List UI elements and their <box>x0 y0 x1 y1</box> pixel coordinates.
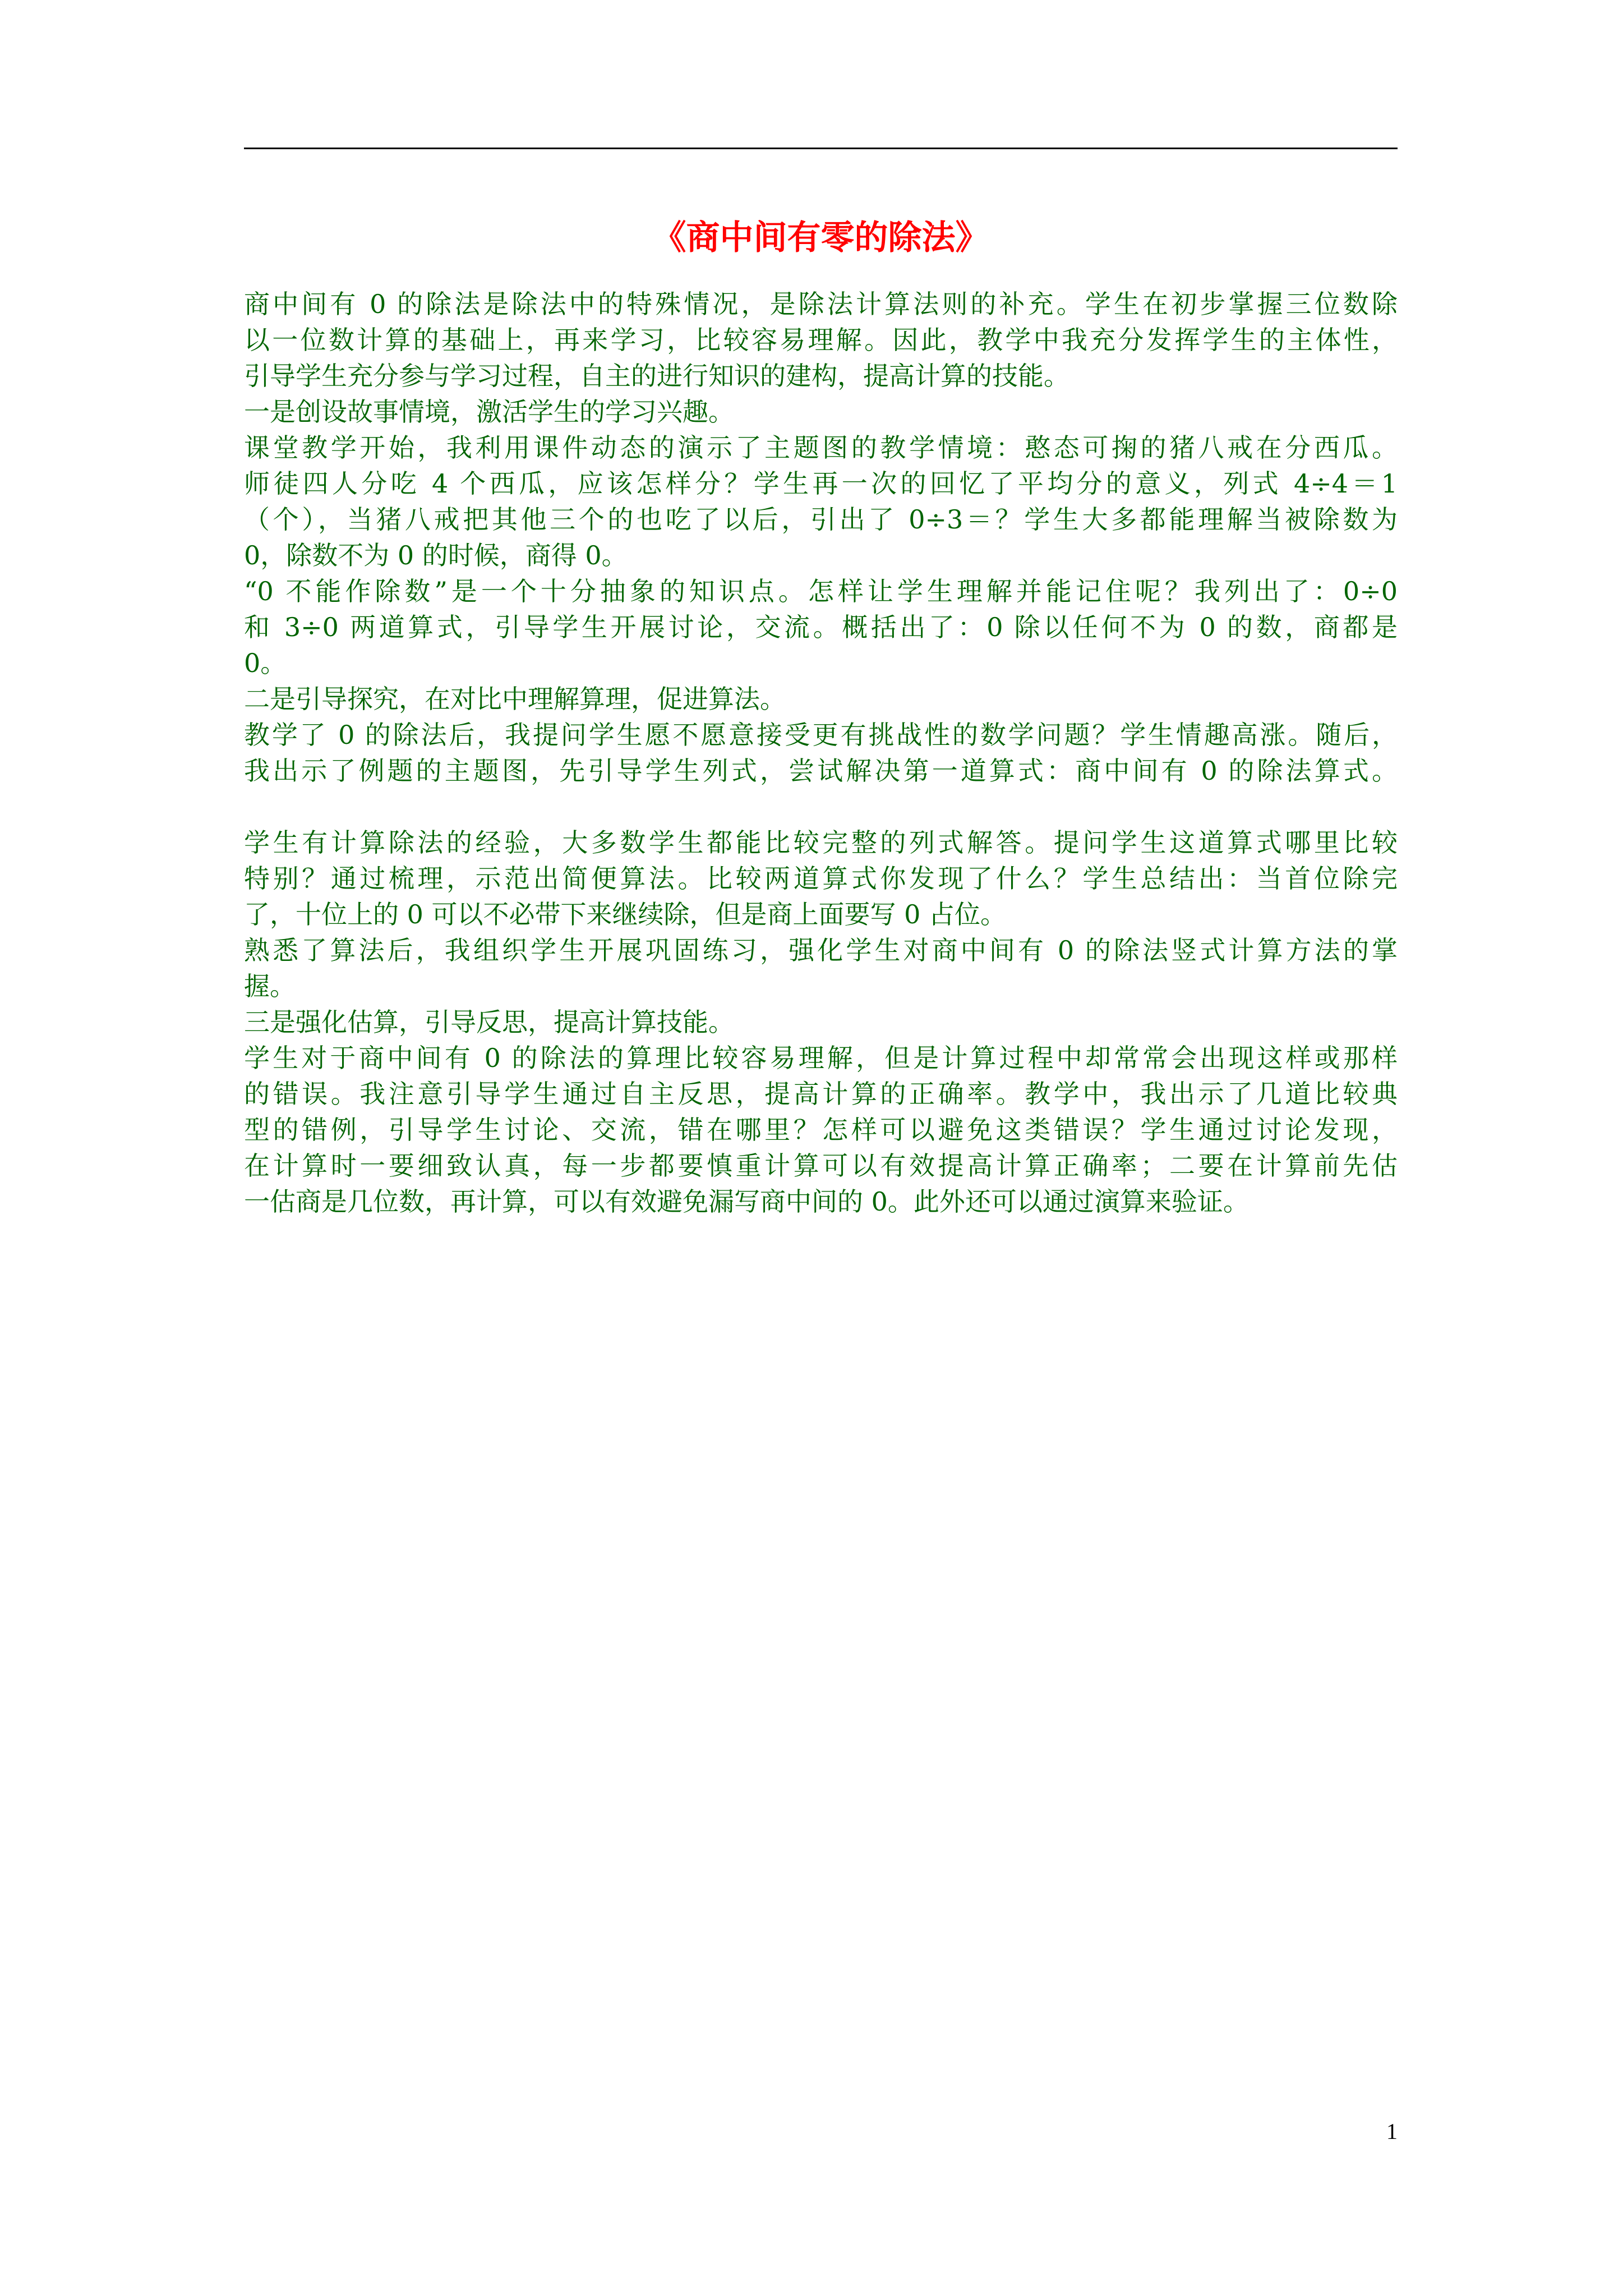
page-number: 1 <box>1386 2119 1398 2144</box>
body-line: 教学了 0 的除法后，我提问学生愿不愿意接受更有挑战性的数学问题？学生情趣高涨。随后， <box>244 720 1398 750</box>
body-line: 熟悉了算法后，我组织学生开展巩固练习，强化学生对商中间有 0 的除法竖式计算方法的掌 <box>244 935 1398 965</box>
blank-line <box>244 789 1398 825</box>
body-line: 一估商是几位数，再计算，可以有效避免漏写商中间的 0。此外还可以通过演算来验证。 <box>244 1186 1249 1217</box>
section-heading: 二是引导探究，在对比中理解算理，促进算法。 <box>244 684 786 714</box>
body-line: （个），当猪八戒把其他三个的也吃了以后，引出了 0÷3＝？学生大多都能理解当被除数为 <box>244 504 1398 535</box>
body-line: 特别？通过梳理，示范出简便算法。比较两道算式你发现了什么？学生总结出：当首位除完 <box>244 863 1398 894</box>
body-line: “0 不能作除数”是一个十分抽象的知识点。怎样让学生理解并能记住呢？我列出了：0÷0 <box>244 576 1398 606</box>
header-rule <box>244 148 1398 149</box>
body-line: 师徒四人分吃 4 个西瓜，应该怎样分？学生再一次的回忆了平均分的意义，列式 4÷4＝1 <box>244 468 1398 499</box>
body-line: 学生对于商中间有 0 的除法的算理比较容易理解，但是计算过程中却常常会出现这样或那样 <box>244 1043 1398 1073</box>
body-line: 0。 <box>244 648 287 678</box>
body-line: 握。 <box>244 971 296 1001</box>
body-line: 引导学生充分参与学习过程，自主的进行知识的建构，提高计算的技能。 <box>244 361 1069 391</box>
body-line: 了，十位上的 0 可以不必带下来继续除，但是商上面要写 0 占位。 <box>244 899 1007 930</box>
body-line: 学生有计算除法的经验，大多数学生都能比较完整的列式解答。提问学生这道算式哪里比较 <box>244 827 1398 858</box>
body-line: 0，除数不为 0 的时候，商得 0。 <box>244 540 628 570</box>
section-heading: 三是强化估算，引导反思，提高计算技能。 <box>244 1007 734 1037</box>
body-line: 型的错例，引导学生讨论、交流，错在哪里？怎样可以避免这类错误？学生通过讨论发现， <box>244 1115 1398 1145</box>
body-line: 的错误。我注意引导学生通过自主反思，提高计算的正确率。教学中，我出示了几道比较典 <box>244 1079 1398 1109</box>
body-line: 商中间有 0 的除法是除法中的特殊情况，是除法计算法则的补充。学生在初步掌握三位数除 <box>244 289 1398 319</box>
document-title: 《商中间有零的除法》 <box>652 218 989 257</box>
body-line: 在计算时一要细致认真，每一步都要慎重计算可以有效提高计算正确率；二要在计算前先估 <box>244 1151 1398 1181</box>
body-line: 课堂教学开始，我利用课件动态的演示了主题图的教学情境：憨态可掬的猪八戒在分西瓜。 <box>244 432 1398 463</box>
body-line: 我出示了例题的主题图，先引导学生列式，尝试解决第一道算式：商中间有 0 的除法算式。 <box>244 756 1398 786</box>
section-heading: 一是创设故事情境，激活学生的学习兴趣。 <box>244 397 734 427</box>
document-body <box>244 286 1398 1220</box>
body-line: 和 3÷0 两道算式，引导学生开展讨论，交流。概括出了：0 除以任何不为 0 的数，商都是 <box>244 612 1398 642</box>
body-line: 以一位数计算的基础上，再来学习，比较容易理解。因此，教学中我充分发挥学生的主体性， <box>244 325 1398 355</box>
